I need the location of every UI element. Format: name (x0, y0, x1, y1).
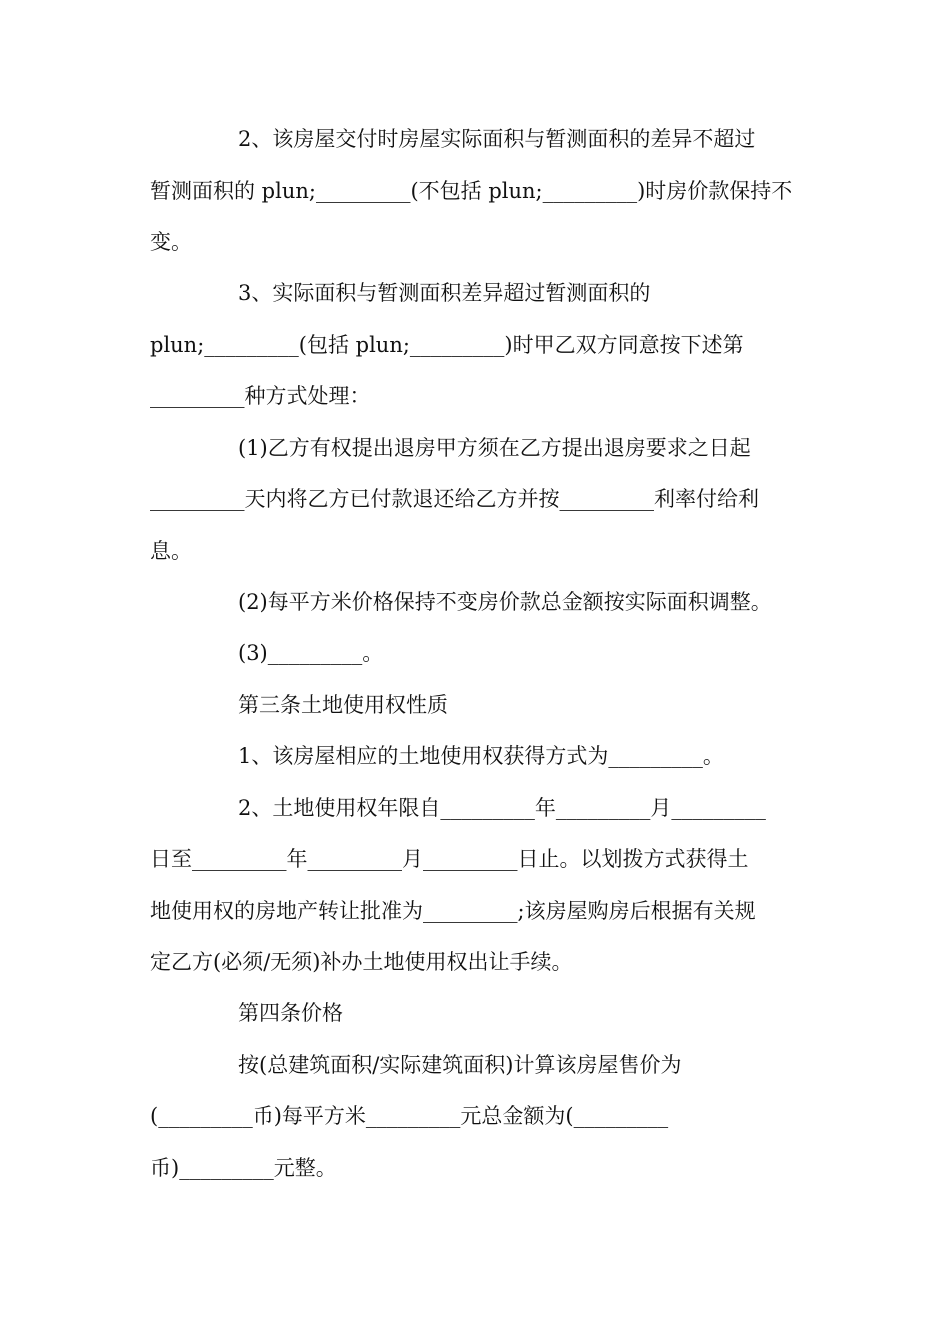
text-line: 地使用权的房地产转让批准为_________;该房屋购房后根据有关规 (150, 899, 756, 923)
text-line: (1)乙方有权提出退房甲方须在乙方提出退房要求之日起 (238, 436, 751, 460)
text-line: (3)_________。 (238, 641, 384, 665)
text-line: _________种方式处理： (150, 384, 371, 408)
text-line: 日至_________年_________月_________日止。以划拨方式获得土 (150, 847, 749, 871)
text-line: 变。 (150, 230, 192, 254)
text-line: 暂测面积的 plun;_________(不包括 plun;_________)时房价款保持不 (150, 179, 793, 203)
section-heading: 第三条土地使用权性质 (238, 693, 448, 717)
text-line: 币)_________元整。 (150, 1156, 337, 1180)
text-line: 按(总建筑面积/实际建筑面积)计算该房屋售价为 (238, 1053, 682, 1077)
text-line: 3、实际面积与暂测面积差异超过暂测面积的 (238, 281, 651, 305)
text-line: 2、该房屋交付时房屋实际面积与暂测面积的差异不超过 (238, 127, 756, 151)
text-line: (2)每平方米价格保持不变房价款总金额按实际面积调整。 (238, 590, 772, 614)
text-line: _________天内将乙方已付款退还给乙方并按_________利率付给利 (150, 487, 759, 511)
text-line: 定乙方(必须/无须)补办土地使用权出让手续。 (150, 950, 573, 974)
text-line: plun;_________(包括 plun;_________)时甲乙双方同意按下述第 (150, 333, 744, 357)
text-line: (_________币)每平方米_________元总金额为(_________ (150, 1104, 669, 1128)
text-line: 息。 (150, 539, 192, 563)
section-heading: 第四条价格 (238, 1001, 343, 1025)
text-line: 2、土地使用权年限自_________年_________月_________ (238, 796, 766, 820)
text-line: 1、该房屋相应的土地使用权获得方式为_________。 (238, 744, 724, 768)
